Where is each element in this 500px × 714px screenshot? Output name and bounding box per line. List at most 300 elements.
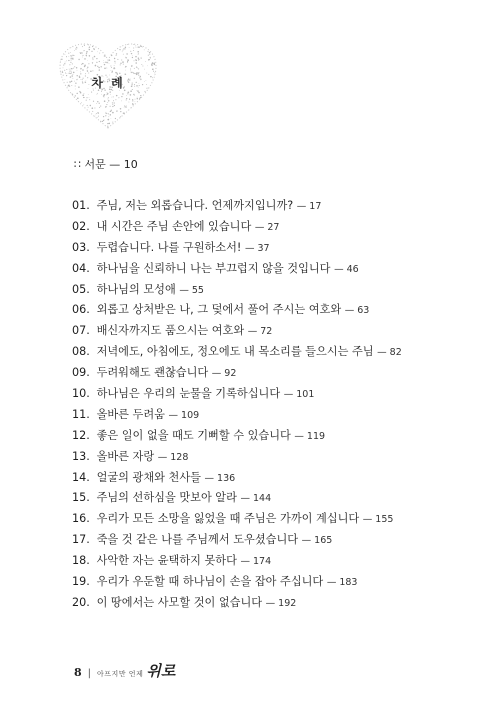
heart-stipple-dot <box>69 94 71 96</box>
heart-stipple-dot <box>73 59 74 60</box>
heart-stipple-dot <box>58 92 59 93</box>
heart-stipple-dot <box>114 43 115 44</box>
heart-stipple-dot <box>103 125 104 126</box>
heart-stipple-dot <box>67 94 68 95</box>
heart-stipple-dot <box>84 121 85 122</box>
heart-stipple-dot <box>82 69 84 71</box>
heart-stipple-dot <box>73 44 74 45</box>
heart-stipple-dot <box>70 119 71 120</box>
heart-stipple-dot <box>144 114 145 115</box>
heart-stipple-dot <box>115 99 116 100</box>
heart-stipple-dot <box>107 68 108 69</box>
heart-stipple-dot <box>143 110 144 111</box>
heart-stipple-dot <box>75 106 76 107</box>
toc-item-page: — 144 <box>240 493 272 505</box>
heart-stipple-dot <box>148 95 149 96</box>
toc-item-number: 20. <box>72 595 90 609</box>
heart-stipple-dot <box>86 55 87 56</box>
heart-stipple-dot <box>144 50 145 51</box>
heart-stipple-dot <box>157 118 158 119</box>
heart-stipple-dot <box>97 120 98 121</box>
heart-stipple-dot <box>61 108 62 109</box>
heart-stipple-dot <box>132 99 133 100</box>
heart-stipple-dot <box>103 50 104 51</box>
heart-stipple-dot <box>104 127 105 128</box>
heart-stipple-dot <box>108 116 109 117</box>
heart-stipple-dot <box>67 108 68 109</box>
heart-stipple-dot <box>157 44 158 45</box>
heart-stipple-dot <box>150 99 152 101</box>
heart-stipple-dot <box>148 103 149 104</box>
heart-stipple-dot <box>63 121 64 122</box>
heart-stipple-dot <box>131 117 132 118</box>
heart-stipple-dot <box>120 117 121 118</box>
heart-stipple-dot <box>72 98 73 99</box>
heart-stipple-dot <box>128 130 129 131</box>
heart-stipple-dot <box>60 96 61 97</box>
heart-stipple-dot <box>58 129 59 130</box>
heart-stipple-dot <box>124 107 125 108</box>
toc-item[interactable] <box>72 468 472 489</box>
toc-item[interactable] <box>72 593 472 614</box>
heart-stipple-dot <box>89 49 91 51</box>
heart-stipple-dot <box>70 42 71 43</box>
heart-stipple-dot <box>86 120 87 121</box>
heart-stipple-dot <box>135 128 136 129</box>
heart-stipple-dot <box>86 53 87 54</box>
heart-stipple-dot <box>135 124 136 125</box>
toc-item[interactable] <box>72 259 472 280</box>
heart-stipple-dot <box>140 123 141 124</box>
toc-item[interactable] <box>72 217 472 238</box>
heart-stipple-dot <box>92 121 93 122</box>
toc-item-title: 우리가 모든 소망을 잃었을 때 주님은 가까이 계십니다 <box>96 512 360 526</box>
heart-stipple-dot <box>92 111 93 112</box>
heart-stipple-dot <box>133 125 134 126</box>
heart-stipple-dot <box>150 46 151 47</box>
heart-stipple-dot <box>97 101 98 102</box>
heart-stipple-dot <box>75 120 76 121</box>
heart-stipple-dot <box>68 108 69 109</box>
heart-stipple-dot <box>110 65 111 66</box>
heart-stipple-dot <box>133 44 134 45</box>
toc-item[interactable] <box>72 342 472 363</box>
heart-stipple-dot <box>81 52 82 53</box>
heart-stipple-dot <box>104 126 105 127</box>
heart-stipple-dot <box>92 129 93 130</box>
heart-stipple-dot <box>145 121 146 122</box>
heart-stipple-dot <box>106 67 107 68</box>
heart-stipple-dot <box>80 69 81 70</box>
heart-stipple-dot <box>97 51 98 52</box>
heart-stipple-dot <box>151 129 152 130</box>
heart-stipple-dot <box>97 94 98 95</box>
heart-stipple-dot <box>107 126 108 127</box>
heart-stipple-dot <box>121 101 122 102</box>
toc-item-number: 08. <box>72 345 90 359</box>
heart-stipple-dot <box>106 47 107 48</box>
heart-stipple-dot <box>92 62 93 63</box>
heart-stipple-dot <box>130 72 131 73</box>
heart-stipple-dot <box>139 102 140 103</box>
heart-stipple-dot <box>131 53 132 54</box>
heart-stipple-dot <box>107 50 108 51</box>
heart-stipple-dot <box>148 91 149 92</box>
heart-stipple-dot <box>108 100 109 101</box>
heart-stipple-dot <box>140 95 141 96</box>
heart-stipple-dot <box>83 51 84 52</box>
heart-stipple-dot <box>154 125 155 126</box>
toc-item[interactable] <box>72 551 472 572</box>
toc-item-page: — 183 <box>326 577 358 589</box>
heart-stipple-dot <box>91 51 92 52</box>
heart-stipple-dot <box>58 62 59 64</box>
toc-item-title: 이 땅에서는 사모할 것이 없습니다 <box>96 595 263 609</box>
heart-stipple-dot <box>155 108 156 109</box>
heart-stipple-dot <box>127 62 128 63</box>
heart-stipple-dot <box>76 42 77 43</box>
heart-stipple-dot <box>59 112 60 113</box>
heart-stipple-dot <box>138 59 139 60</box>
heart-stipple-dot <box>120 64 121 65</box>
heart-stipple-dot <box>74 116 75 117</box>
heart-stipple-dot <box>72 119 73 120</box>
heart-stipple-dot <box>88 63 89 64</box>
heart-stipple-dot <box>125 66 126 67</box>
heart-stipple-dot <box>94 107 95 108</box>
heart-stipple-dot <box>133 112 134 113</box>
heart-stipple-dot <box>80 124 81 125</box>
heart-stipple-dot <box>110 91 111 92</box>
heart-stipple-dot <box>155 119 156 120</box>
heart-stipple-dot <box>87 105 88 106</box>
heart-stipple-dot <box>66 100 67 101</box>
toc-item[interactable] <box>72 238 472 259</box>
toc-item-title: 주님, 저는 외롭습니다. 언제까지입니까? <box>96 199 294 212</box>
heart-stipple-dot <box>69 64 70 65</box>
heart-stipple-dot <box>153 95 154 96</box>
heart-stipple-dot <box>107 102 108 103</box>
preface-label: 서문 <box>84 158 106 171</box>
heart-stipple-dot <box>103 116 104 117</box>
heart-stipple-dot <box>106 54 107 55</box>
heart-stipple-dot <box>89 99 90 100</box>
heart-stipple-dot <box>111 72 112 73</box>
heart-stipple-dot <box>114 61 115 62</box>
heart-stipple-dot <box>156 69 157 70</box>
heart-stipple-dot <box>70 110 71 111</box>
heart-stipple-dot <box>63 128 64 129</box>
toc-item[interactable] <box>72 405 472 426</box>
heart-stipple-dot <box>82 53 83 54</box>
toc-item-page: — 27 <box>254 221 280 233</box>
toc-item[interactable] <box>72 300 472 321</box>
toc-item[interactable] <box>72 509 472 530</box>
heart-stipple-dot <box>93 59 94 60</box>
heart-stipple-dot <box>126 125 127 126</box>
heart-stipple-dot <box>137 113 138 114</box>
heart-stipple-dot <box>61 72 62 73</box>
heart-stipple-dot <box>88 122 89 123</box>
toc-item[interactable] <box>72 363 472 384</box>
toc-item[interactable] <box>72 488 472 509</box>
heart-stipple-dot <box>62 72 63 73</box>
heart-stipple-dot <box>105 62 106 63</box>
heart-stipple-dot <box>71 42 72 43</box>
heart-stipple-dot <box>101 66 102 67</box>
heart-stipple-dot <box>116 45 117 46</box>
heart-stipple-dot <box>127 112 128 113</box>
heart-stipple-dot <box>133 50 134 51</box>
heart-stipple-dot <box>74 96 75 97</box>
heart-stipple-dot <box>136 131 137 132</box>
heart-stipple-dot <box>82 95 84 97</box>
heart-stipple-dot <box>120 63 121 64</box>
heart-stipple-dot <box>90 118 91 119</box>
heart-stipple-dot <box>88 107 89 108</box>
toc-item-title: 두렵습니다. 나를 구원하소서! <box>96 240 242 254</box>
toc-item-title: 저녁에도, 아침에도, 정오에도 내 목소리를 들으시는 주님 <box>96 345 374 359</box>
heart-stipple-dot <box>150 128 151 129</box>
heart-stipple-dot <box>120 111 121 112</box>
heart-stipple-dot <box>76 105 78 107</box>
toc-item-number: 01. <box>72 199 90 212</box>
heart-stipple-dot <box>129 47 130 48</box>
heart-stipple-dot <box>153 116 154 117</box>
heart-stipple-dot <box>66 69 67 70</box>
table-of-contents <box>72 196 472 614</box>
heart-stipple-dot <box>132 100 133 101</box>
heart-stipple-dot <box>102 121 103 122</box>
heart-stipple-dot <box>145 101 146 102</box>
toc-item[interactable] <box>72 321 472 342</box>
heart-stipple-dot <box>125 70 126 71</box>
heart-stipple-dot <box>134 95 135 96</box>
heart-stipple-dot <box>129 110 130 111</box>
toc-item[interactable] <box>72 384 472 405</box>
heart-stipple-dot <box>155 92 156 93</box>
heart-stipple-dot <box>88 48 89 49</box>
heart-stipple-dot <box>62 52 64 54</box>
toc-item-title: 배신자까지도 품으시는 여호와 <box>96 324 245 338</box>
toc-item-number: 11. <box>72 407 90 421</box>
heart-stipple-dot <box>58 60 59 61</box>
heart-stipple-dot <box>114 58 115 59</box>
toc-item[interactable] <box>72 530 472 551</box>
heart-stipple-dot <box>98 112 99 113</box>
heart-stipple-dot <box>90 105 91 106</box>
heart-stipple-dot <box>63 46 64 47</box>
heart-stipple-dot <box>106 42 107 43</box>
heart-stipple-dot <box>153 114 154 115</box>
heart-stipple-dot <box>107 92 108 93</box>
heart-stipple-dot <box>122 51 123 52</box>
toc-item-page: — 63 <box>344 305 370 317</box>
heart-stipple-dot <box>119 49 120 50</box>
heart-stipple-dot <box>154 122 155 123</box>
heart-stipple-dot <box>104 97 105 98</box>
heart-stipple-dot <box>144 120 145 121</box>
heart-stipple-dot <box>98 116 99 117</box>
heart-stipple-dot <box>137 97 138 98</box>
heart-stipple-dot <box>99 61 100 62</box>
toc-item[interactable] <box>72 196 472 217</box>
heart-stipple-dot <box>76 118 77 119</box>
heart-stipple-dot <box>114 65 115 66</box>
heart-stipple-dot <box>75 48 76 49</box>
heart-stipple-dot <box>84 58 86 60</box>
heart-stipple-dot <box>143 123 144 124</box>
toc-item-title: 죽을 것 같은 나를 주님께서 도우셨습니다 <box>96 533 299 547</box>
heart-stipple-dot <box>68 120 69 121</box>
heart-stipple-dot <box>130 68 131 69</box>
heart-stipple-dot <box>122 93 123 94</box>
heart-stipple-dot <box>117 59 118 60</box>
toc-item-title: 주님의 선하심을 맛보아 알라 <box>96 491 237 505</box>
heart-stipple-dot <box>62 102 63 103</box>
heart-stipple-dot <box>142 117 143 118</box>
heart-stipple-dot <box>84 45 85 46</box>
heart-stipple-dot <box>123 54 124 55</box>
toc-item-title: 하나님을 신뢰하니 나는 부끄럽지 않을 것입니다 <box>96 261 331 275</box>
heart-stipple-dot <box>156 108 158 110</box>
heart-stipple-dot <box>146 127 147 128</box>
heart-stipple-dot <box>76 100 77 101</box>
heart-stipple-dot <box>67 124 68 125</box>
heart-stipple-dot <box>108 97 109 98</box>
heart-stipple-dot <box>118 131 119 132</box>
heart-stipple-dot <box>87 114 88 115</box>
heart-stipple-dot <box>104 100 106 102</box>
heart-stipple-dot <box>87 60 88 61</box>
heart-stipple-dot <box>116 95 117 96</box>
heart-stipple-dot <box>120 49 121 50</box>
heart-stipple-dot <box>58 97 59 98</box>
heart-stipple-dot <box>74 113 75 114</box>
heart-stipple-dot <box>74 42 75 43</box>
heart-stipple-dot <box>77 93 78 94</box>
heart-stipple-dot <box>126 98 127 99</box>
heart-stipple-dot <box>116 53 117 54</box>
heart-stipple-dot <box>108 113 109 114</box>
heart-stipple-dot <box>110 94 111 95</box>
heart-stipple-dot <box>132 55 133 56</box>
heart-stipple-dot <box>72 59 73 60</box>
heart-stipple-dot <box>73 68 74 69</box>
heart-stipple-dot <box>64 118 66 120</box>
heart-stipple-dot <box>151 64 152 65</box>
toc-item-number: 15. <box>72 491 90 505</box>
heart-stipple-dot <box>58 98 59 99</box>
heart-stipple-dot <box>70 111 71 112</box>
heart-stipple-dot <box>129 130 130 131</box>
toc-item-page: — 92 <box>211 368 237 380</box>
heart-stipple-dot <box>147 97 148 98</box>
toc-item-number: 13. <box>72 449 90 463</box>
heart-stipple-dot <box>138 57 139 58</box>
toc-item-page: — 82 <box>377 347 402 359</box>
heart-stipple-dot <box>106 95 107 96</box>
page-number: 8 <box>74 666 82 679</box>
toc-item-page: — 119 <box>294 430 326 442</box>
heart-stipple-dot <box>149 59 150 60</box>
heart-stipple-dot <box>86 118 87 119</box>
heart-stipple-dot <box>132 66 133 67</box>
heart-stipple-dot <box>135 59 136 60</box>
toc-item[interactable] <box>72 426 472 447</box>
heart-stipple-dot <box>86 127 87 128</box>
heart-stipple-dot <box>103 128 104 129</box>
toc-item-page: — 37 <box>244 242 270 254</box>
heart-stipple-dot <box>155 58 156 59</box>
heart-stipple-dot <box>134 109 135 110</box>
heart-stipple-dot <box>81 106 82 107</box>
heart-stipple-dot <box>89 128 90 129</box>
heart-stipple-dot <box>68 60 69 61</box>
heart-stipple-dot <box>89 97 90 98</box>
heart-stipple-dot <box>138 111 139 112</box>
heart-stipple-dot <box>80 72 81 73</box>
heart-stipple-dot <box>76 67 78 69</box>
heart-stipple-dot <box>64 44 65 45</box>
toc-item-page: — 165 <box>301 535 333 547</box>
heart-stipple-dot <box>141 118 142 119</box>
heart-stipple-dot <box>140 129 141 130</box>
toc-item-page: — 17 <box>296 201 322 212</box>
heart-stipple-dot <box>138 46 139 47</box>
toc-item[interactable] <box>72 280 472 301</box>
toc-item-number: 02. <box>72 219 90 233</box>
heart-stipple-dot <box>62 126 64 128</box>
heart-stipple-dot <box>84 116 85 117</box>
toc-preface[interactable] <box>74 156 138 172</box>
book-title-big: 위로 <box>146 662 176 680</box>
heart-stipple-dot <box>118 97 119 98</box>
heart-stipple-dot <box>75 127 76 128</box>
heart-stipple-dot <box>153 42 154 43</box>
heart-stipple-dot <box>65 42 66 43</box>
heart-stipple-dot <box>81 109 82 110</box>
heart-stipple-dot <box>81 102 82 103</box>
heart-stipple-dot <box>104 64 105 65</box>
heart-stipple-dot <box>72 124 73 125</box>
heart-stipple-dot <box>77 98 79 100</box>
heart-stipple-dot <box>109 48 111 50</box>
heart-stipple-dot <box>108 49 109 50</box>
toc-item-number: 19. <box>72 575 90 589</box>
heart-stipple-dot <box>149 124 150 125</box>
toc-item-page: — 101 <box>283 389 315 401</box>
heart-stipple-dot <box>132 57 133 58</box>
toc-item[interactable] <box>72 447 472 468</box>
heart-stipple-dot <box>114 129 115 130</box>
heart-stipple-dot <box>157 61 158 62</box>
heart-stipple-dot <box>70 55 71 56</box>
heart-stipple-dot <box>124 105 125 106</box>
heart-stipple-dot <box>99 103 100 104</box>
heart-stipple-dot <box>93 101 94 102</box>
heart-stipple-dot <box>64 63 65 64</box>
heart-stipple-dot <box>69 107 71 109</box>
heart-stipple-dot <box>129 99 130 100</box>
heart-stipple-dot <box>82 126 83 127</box>
toc-item[interactable] <box>72 572 472 593</box>
heart-stipple-dot <box>90 70 92 72</box>
heart-stipple-dot <box>153 120 154 121</box>
heart-stipple-dot <box>86 116 87 117</box>
heart-stipple-dot <box>67 99 69 101</box>
heart-stipple-dot <box>92 107 94 109</box>
